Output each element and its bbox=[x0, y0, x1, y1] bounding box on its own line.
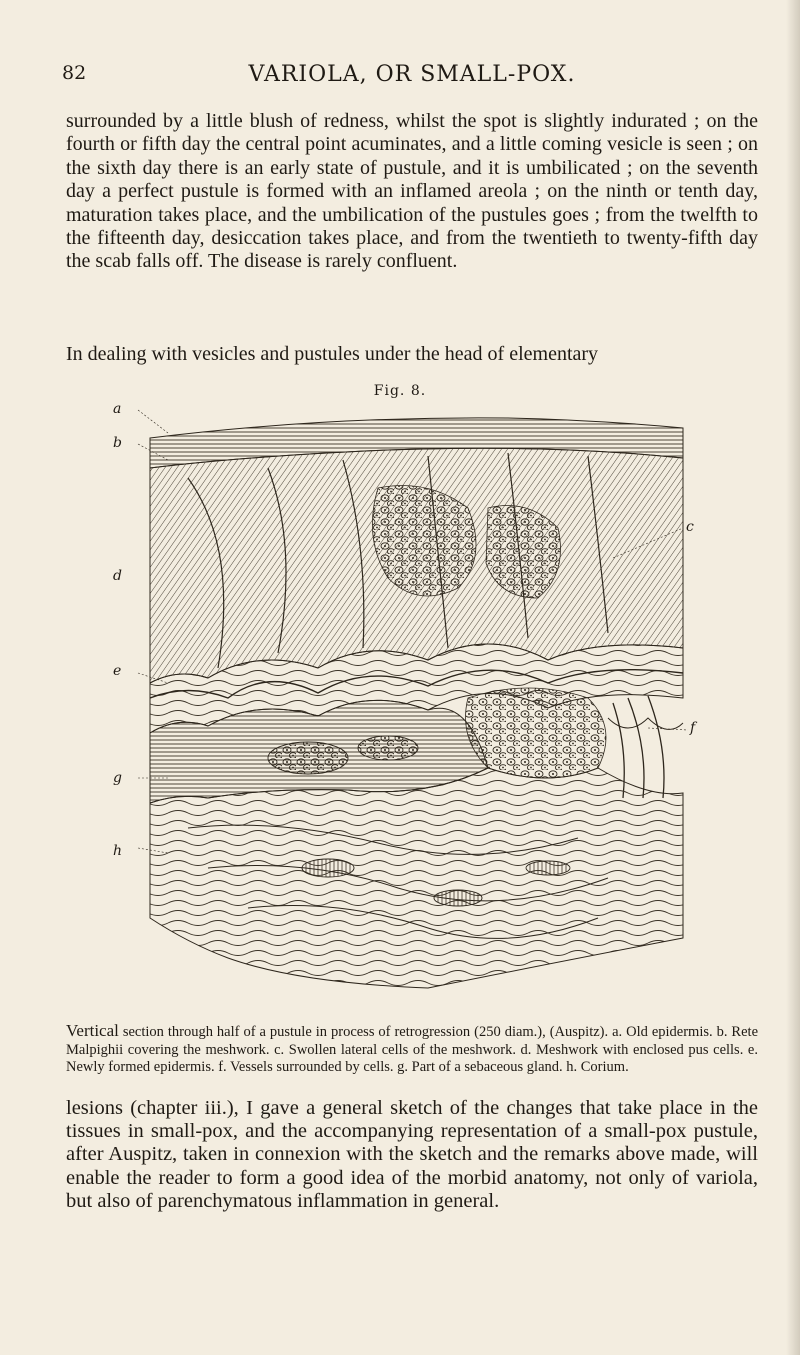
paragraph-2 bbox=[66, 343, 758, 366]
figure-illustration bbox=[128, 398, 698, 1010]
paragraph-2-text: In dealing with vesicles and pustules under the head of elementary bbox=[66, 343, 599, 365]
running-title: VARIOLA, OR SMALL-POX. bbox=[248, 62, 576, 87]
paragraph-3-text: lesions (chapter iii.), I gave a general sketch of the changes that take place in the tissues in small-pox, and the accompanying representation of a small-pox pustule, after Auspitz, taken in connexion with the sketch and the remarks above made, will enable the reader to form a good idea of the morbid anatomy, not only of variola, but also of parenchymatous inflammation in general. bbox=[66, 1097, 758, 1212]
figure-letter-c: c bbox=[686, 519, 694, 535]
figure-letter-d: d bbox=[113, 568, 122, 584]
figure-letter-f: f bbox=[690, 720, 696, 736]
page-number: 82 bbox=[62, 62, 87, 84]
paragraph-3 bbox=[66, 1097, 758, 1213]
paragraph-1-text: surrounded by a little blush of redness, whilst the spot is slightly indurated ; on the fourth or fifth day the central point acuminates, and a little coming vesicle is seen ; on the sixth day there is an early state of pustule, and it is umbilicated ; on the seventh day a perfect pustule is formed with an inflamed areola ; on the ninth or tenth day, maturation takes place, and the umbilication of the pustules goes ; from the twelfth to the fifteenth day, desiccation takes place, and from the twentieth to twenty-fifth day the scab falls off. The disease is rarely confluent. bbox=[66, 110, 758, 273]
paragraph-1 bbox=[66, 110, 758, 274]
figure-label: Fig. 8. bbox=[373, 383, 427, 399]
caption-lead: Vertical bbox=[66, 1021, 119, 1040]
page-edge-shadow bbox=[786, 0, 800, 1355]
figure-letter-a: a bbox=[113, 401, 122, 417]
figure-letter-b: b bbox=[113, 435, 122, 451]
page-header bbox=[62, 62, 762, 92]
caption-text: section through half of a pustule in process of retrogression (250 diam.), (Auspitz). a. Old epidermis. b. Rete Malpighii covering the meshwork. c. Swollen lateral cells of the meshwork. d. Meshwork with enclosed pus cells. e. Newly formed epidermis. f. Vessels surrounded by cells. g. Part of a sebaceous gland. h. Corium. bbox=[66, 1024, 759, 1076]
figure-letter-h: h bbox=[113, 843, 123, 859]
figure-caption bbox=[66, 1022, 758, 1077]
figure-letter-e: e bbox=[113, 663, 122, 679]
figure-letter-g: g bbox=[113, 770, 122, 786]
corium-layer bbox=[150, 768, 683, 988]
